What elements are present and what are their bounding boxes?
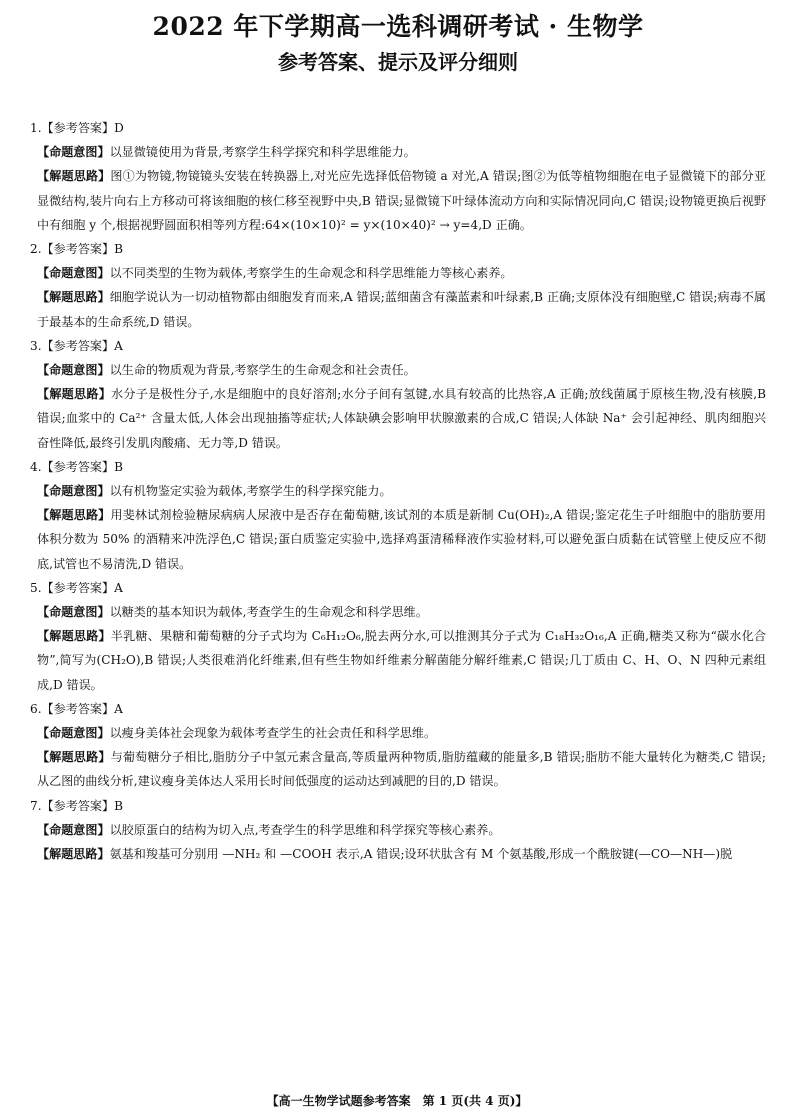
- answer-line: 6.【参考答案】A: [30, 701, 123, 716]
- intent-label: 【命题意图】: [37, 363, 110, 378]
- question-5: [30, 576, 766, 697]
- answer-line: 3.【参考答案】A: [30, 338, 123, 353]
- reason-text: 与葡萄糖分子相比,脂肪分子中氢元素含量高,等质量两种物质,脂肪蕴藏的能量多,B 错误;脂肪不能大量转化为糖类,C 错误;从乙图的曲线分析,建议瘦身美体达人采用长时间低强度的运动达到减肥的目的,D 错误。: [37, 750, 766, 789]
- intent-line: [30, 721, 766, 745]
- question-6: [30, 697, 766, 794]
- intent-line: [30, 140, 766, 164]
- answer-line: 5.【参考答案】A: [30, 580, 123, 595]
- intent-text: 以生命的物质观为背景,考察学生的生命观念和社会责任。: [109, 363, 416, 378]
- reason-text: 半乳糖、果糖和葡萄糖的分子式均为 C₆H₁₂O₆,脱去两分水,可以推测其分子式为 C₁₈H₃₂O₁₆,A 正确,糖类又称为“碳水化合物”,简写为(CH₂O),B 错误;人类很难消化纤维素,但有些生物如纤维素分解菌能分解纤维素,C 错误;几丁质由 C、H、O、N 四种元素组成,D 错误。: [37, 629, 766, 692]
- reason-label: 【解题思路】: [37, 750, 111, 765]
- reason-text: 氨基和羧基可分别用 —NH₂ 和 —COOH 表示,A 错误;设环状肽含有 M 个氨基酸,形成一个酰胺键(—CO—NH—)脱: [109, 847, 733, 862]
- intent-text: 以显微镜使用为背景,考察学生科学探究和科学思维能力。: [109, 145, 416, 160]
- intent-line: [30, 600, 766, 624]
- reason-label: 【解题思路】: [37, 847, 110, 862]
- answer-line: 1.【参考答案】D: [30, 121, 124, 135]
- page-subtitle: 参考答案、提示及评分细则: [278, 50, 518, 74]
- reason-label: 【解题思路】: [37, 629, 111, 644]
- question-1: [30, 116, 766, 237]
- reason-text: 细胞学说认为一切动植物都由细胞发育而来,A 错误;蓝细菌含有藻蓝素和叶绿素,B 正确;支原体没有细胞壁,C 错误;病毒不属于最基本的生命系统,D 错误。: [37, 290, 766, 329]
- reason-line: [30, 745, 766, 793]
- reason-label: 【解题思路】: [37, 169, 111, 184]
- reason-label: 【解题思路】: [37, 387, 112, 402]
- intent-label: 【命题意图】: [37, 145, 110, 160]
- answer-line: 7.【参考答案】B: [30, 798, 123, 813]
- page-title: 2022 年下学期高一选科调研考试 · 生物学: [152, 12, 644, 41]
- intent-label: 【命题意图】: [37, 605, 110, 620]
- question-4: [30, 455, 766, 576]
- intent-text: 以胶原蛋白的结构为切入点,考查学生的科学思维和科学探究等核心素养。: [109, 822, 501, 837]
- intent-label: 【命题意图】: [37, 726, 110, 741]
- reason-line: [30, 503, 766, 576]
- answer-list: [30, 116, 766, 866]
- intent-text: 以瘦身美体社会现象为载体考查学生的社会责任和科学思维。: [109, 726, 437, 741]
- intent-text: 以糖类的基本知识为载体,考查学生的生命观念和科学思维。: [109, 605, 428, 620]
- intent-line: [30, 818, 766, 842]
- page-footer: 【高一生物学试题参考答案 第 1 页(共 4 页)】: [266, 1094, 528, 1108]
- answer-line: 4.【参考答案】B: [30, 459, 123, 474]
- reason-label: 【解题思路】: [37, 508, 111, 523]
- reason-line: [30, 842, 766, 866]
- reason-text: 水分子是极性分子,水是细胞中的良好溶剂;水分子间有氢键,水具有较高的比热容,A 正确;放线菌属于原核生物,没有核膜,B 错误;血浆中的 Ca²⁺ 含量太低,人体会出现抽搐等症状;人体缺碘会影响甲状腺激素的合成,C 错误;人体缺 Na⁺ 会引起神经、肌肉细胞兴奋性降低,最终引发肌肉酸痛、无力等,D 错误。: [37, 387, 766, 450]
- intent-text: 以不同类型的生物为载体,考察学生的生命观念和科学思维能力等核心素养。: [109, 266, 513, 281]
- question-7: [30, 794, 766, 867]
- question-3: [30, 334, 766, 455]
- reason-line: [30, 164, 766, 237]
- intent-text: 以有机物鉴定实验为载体,考察学生的科学探究能力。: [109, 484, 392, 499]
- intent-line: [30, 261, 766, 285]
- reason-line: [30, 285, 766, 333]
- intent-label: 【命题意图】: [37, 484, 110, 499]
- reason-line: [30, 624, 766, 697]
- answer-line: 2.【参考答案】B: [30, 242, 123, 257]
- question-2: [30, 237, 766, 334]
- reason-text: 图①为物镜,物镜镜头安装在转换器上,对光应先选择低倍物镜 a 对光,A 错误;图②为低等植物细胞在电子显微镜下的部分亚显微结构,装片向右上方移动可将该细胞的核仁移至视野中央,B 错误;显微镜下叶绿体流动方向和实际情况同向,C 错误;设物镜更换后视野中有细胞 y 个,根据视野圆面积相等列方程:64×(10×10)² = y×(10×40)² → y=4,D 正确。: [37, 169, 766, 232]
- reason-text: 用斐林试剂检验糖尿病病人尿液中是否存在葡萄糖,该试剂的本质是新制 Cu(OH)₂,A 错误;鉴定花生子叶细胞中的脂肪要用体积分数为 50% 的酒精来冲洗浮色,C 错误;蛋白质鉴定实验中,选择鸡蛋清稀释液作实验材料,可以避免蛋白质黏在试管壁上使反应不彻底,试管也不易清洗,D 错误。: [37, 508, 766, 571]
- reason-line: [30, 382, 766, 455]
- intent-label: 【命题意图】: [37, 822, 110, 837]
- intent-line: [30, 479, 766, 503]
- intent-label: 【命题意图】: [37, 266, 110, 281]
- reason-label: 【解题思路】: [37, 290, 110, 305]
- intent-line: [30, 358, 766, 382]
